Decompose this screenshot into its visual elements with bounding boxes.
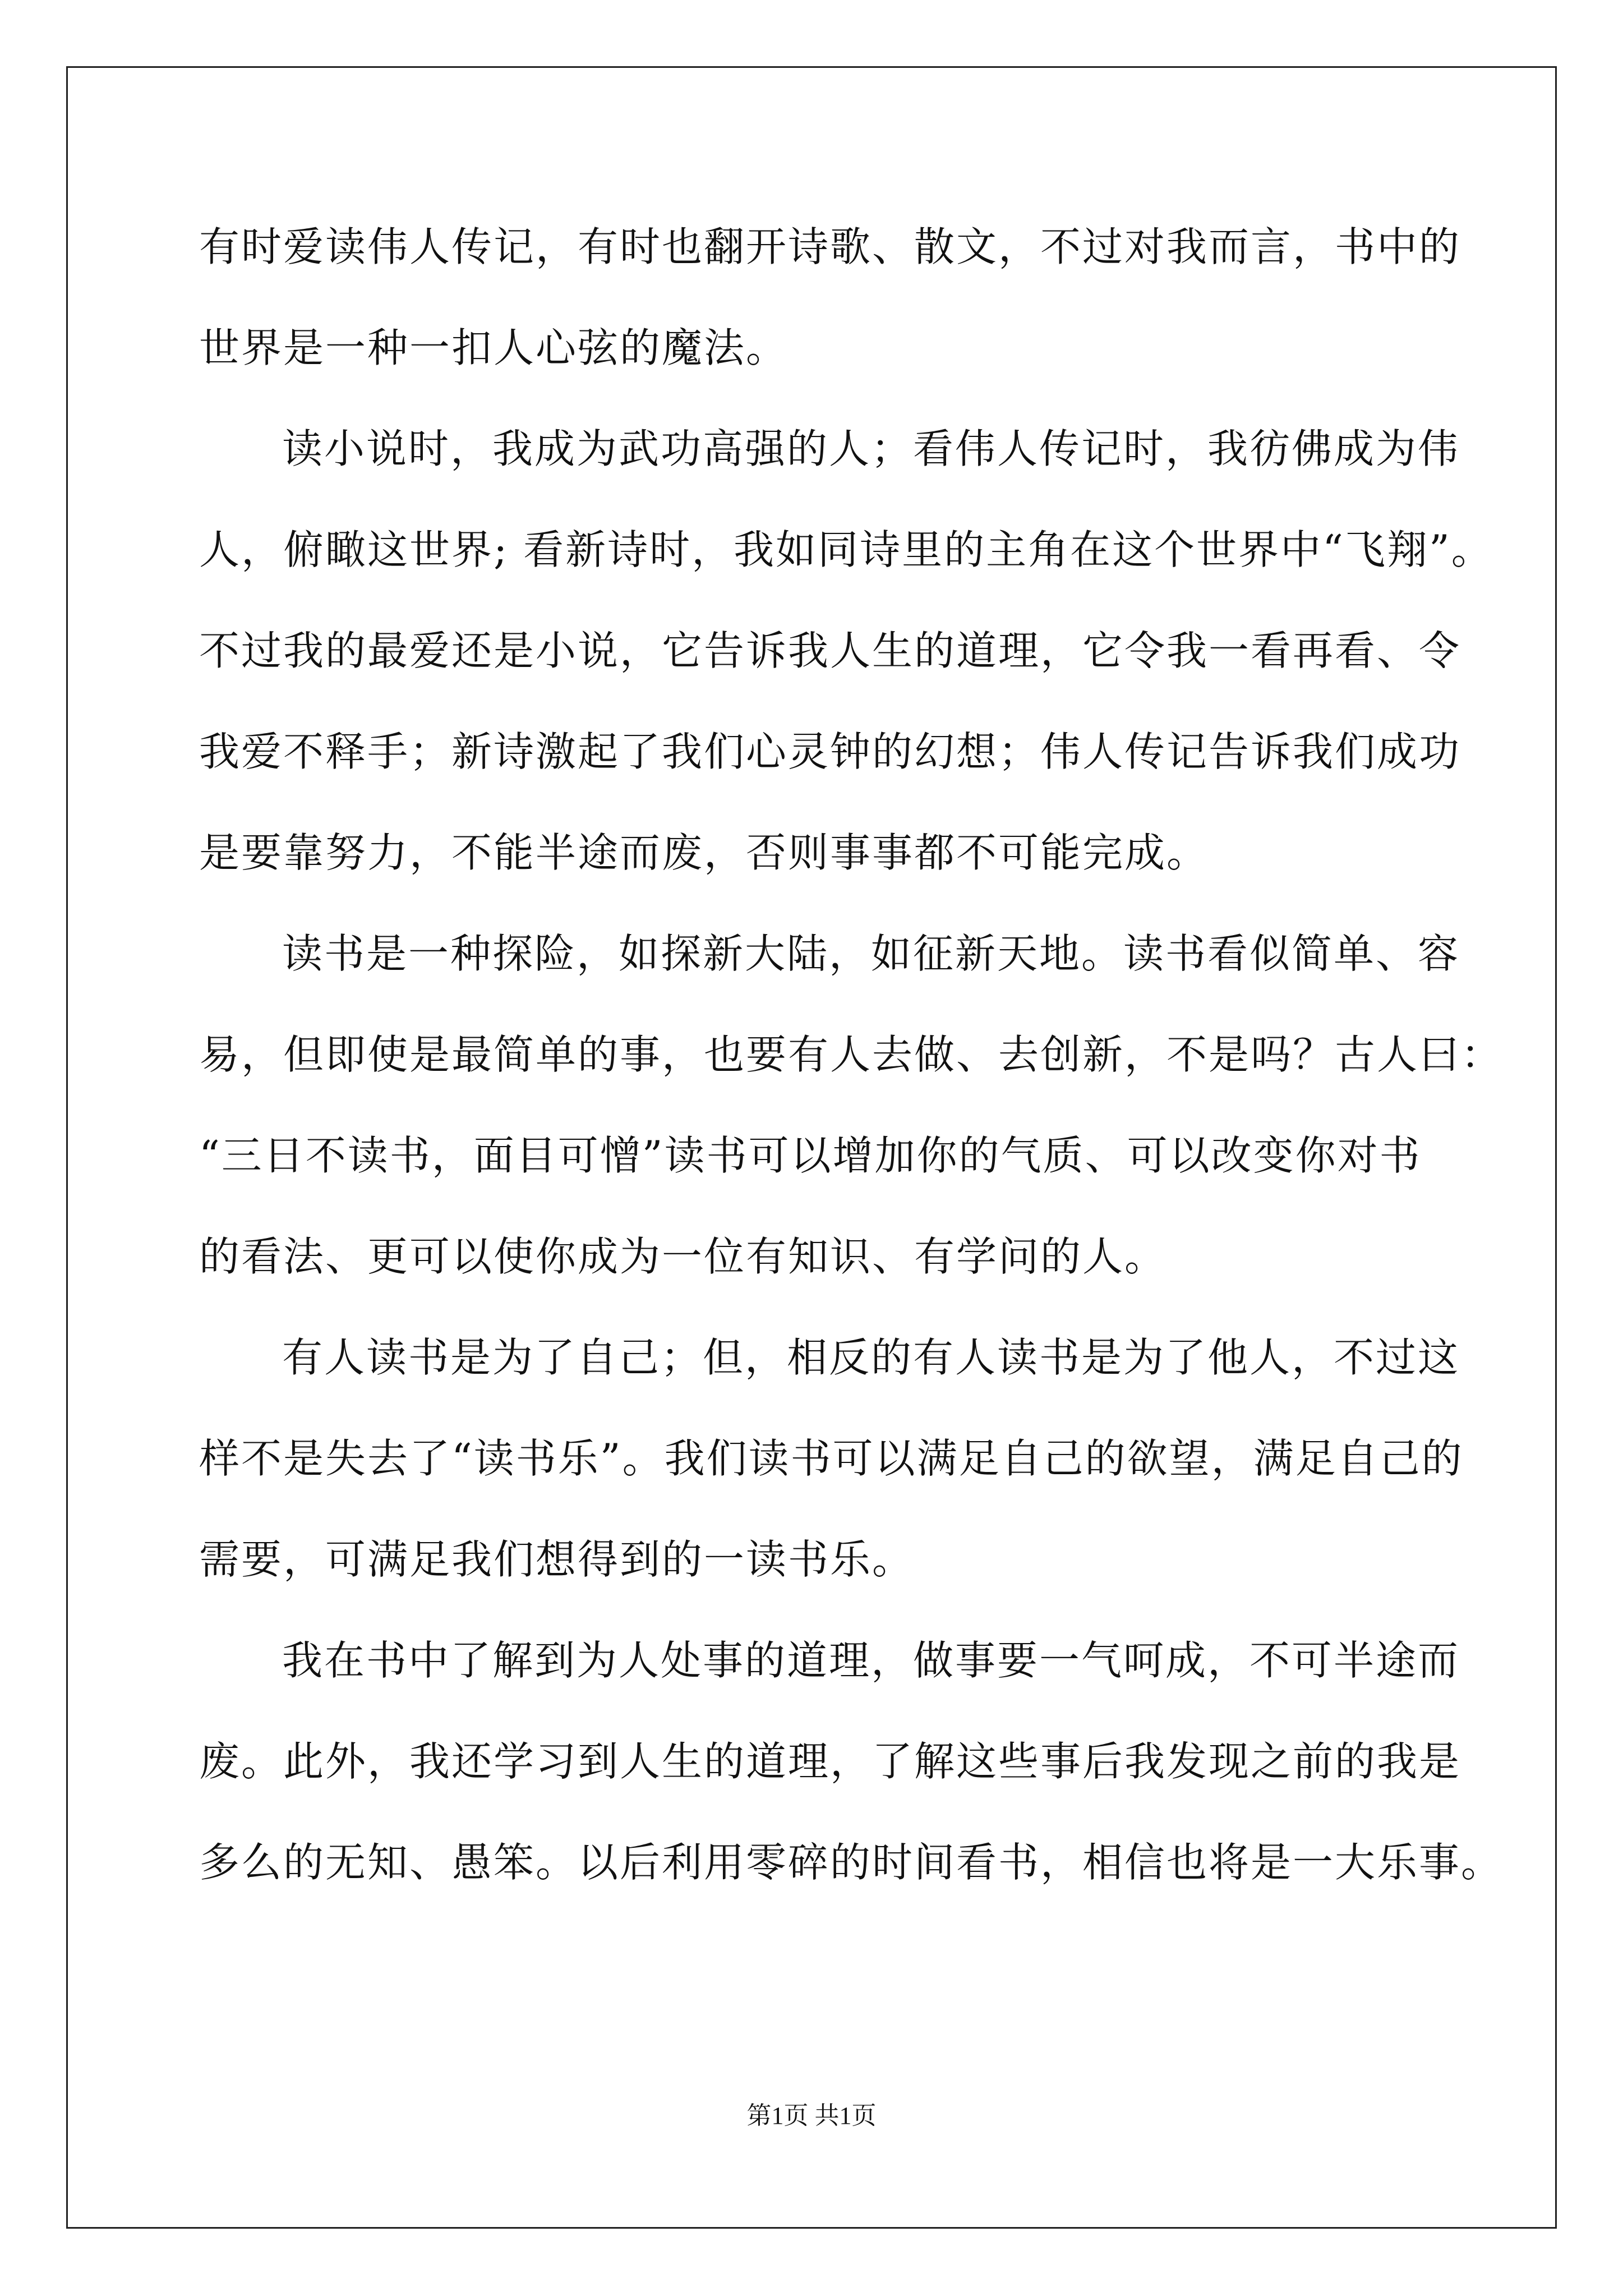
text-line: 有人读书是为了自己；但，相反的有人读书是为了他人，不过这 [282, 1334, 1460, 1381]
text-line: 的看法、更可以使你成为一位有知识、有学问的人。 [199, 1233, 1167, 1280]
text-line: 世界是一种一扣人心弦的魔法。 [199, 324, 789, 371]
text-line: 易，但即使是最简单的事，也要有人去做、去创新，不是吗？古人曰： [199, 1031, 1504, 1078]
page-footer: 第1页 共1页 [746, 2102, 877, 2129]
text-line: 人，俯瞰这世界; 看新诗时，我如同诗里的主角在这个世界中“飞翔”。 [199, 526, 1493, 573]
text-line: 读小说时，我成为武功高强的人；看伟人传记时，我彷佛成为伟 [282, 425, 1460, 472]
text-line: 是要靠努力，不能半途而废，否则事事都不可能完成。 [199, 829, 1209, 876]
text-line: 我爱不释手；新诗激起了我们心灵钟的幻想；伟人传记告诉我们成功 [199, 728, 1461, 775]
text-line: “三日不读书，面目可憎”读书可以增加你的气质、可以改变你对书 [199, 1132, 1422, 1179]
text-line: 样不是失去了“读书乐”。我们读书可以满足自己的欲望，满足自己的 [199, 1435, 1464, 1482]
text-line: 我在书中了解到为人处事的道理，做事要一气呵成，不可半途而 [282, 1637, 1460, 1684]
text-line: 读书是一种探险，如探新大陆，如征新天地。读书看似简单、容 [282, 930, 1460, 977]
text-line: 废。此外，我还学习到人生的道理，了解这些事后我发现之前的我是 [199, 1738, 1461, 1785]
text-line: 不过我的最爱还是小说，它告诉我人生的道理，它令我一看再看、令 [199, 627, 1461, 674]
text-line: 需要，可满足我们想得到的一读书乐。 [199, 1536, 915, 1583]
text-line: 有时爱读伟人传记，有时也翻开诗歌、散文，不过对我而言，书中的 [199, 223, 1461, 270]
text-line: 多么的无知、愚笨。以后利用零碎的时间看书，相信也将是一大乐事。 [199, 1839, 1504, 1886]
